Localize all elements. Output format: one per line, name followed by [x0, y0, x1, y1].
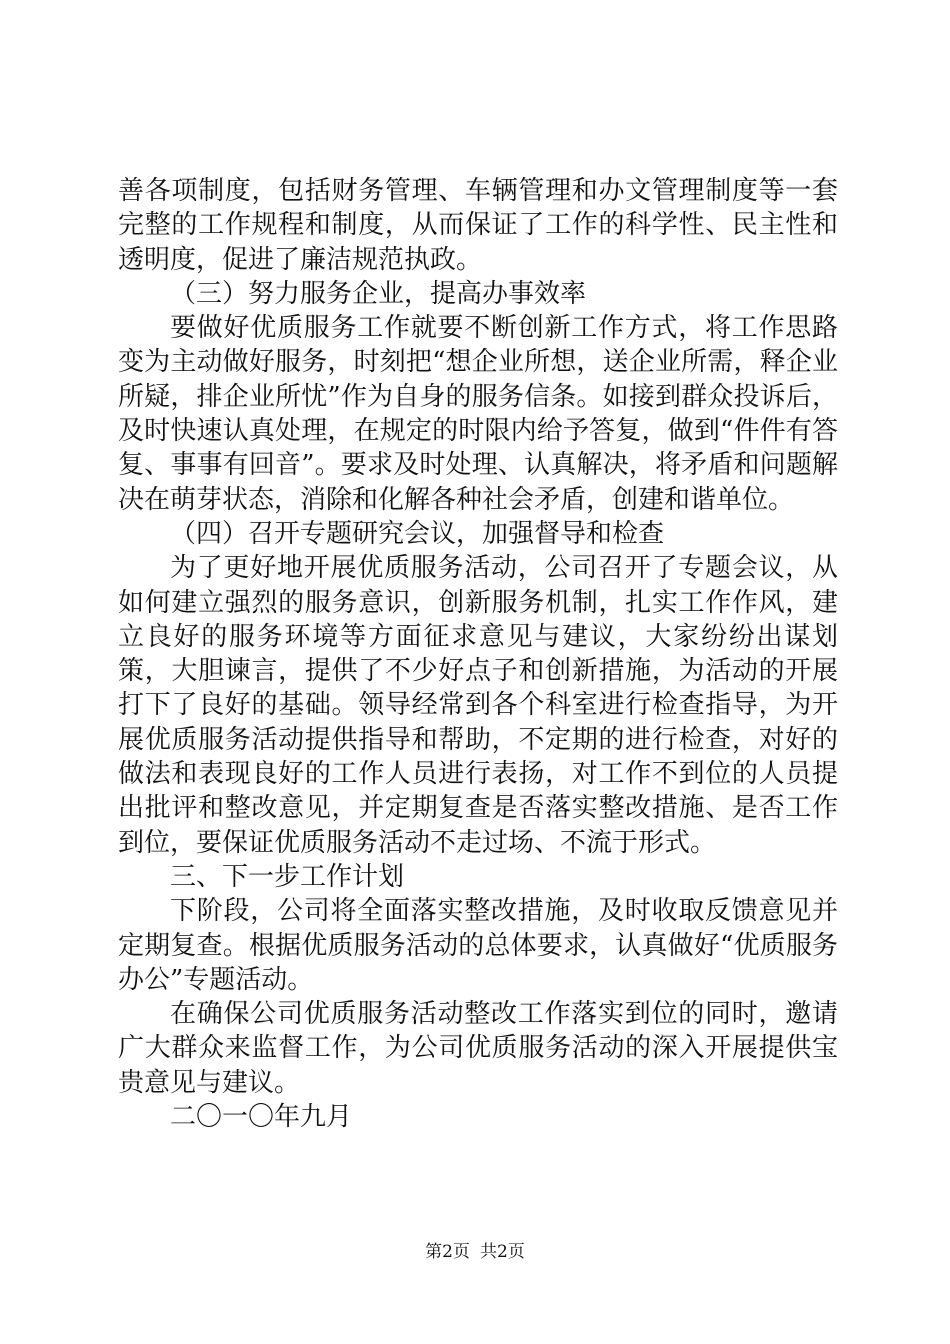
section-heading-3: （三）努力服务企业，提高办事效率	[170, 278, 587, 309]
paragraph-service: 要做好优质服务工作就要不断创新工作方式，将工作思路变为主动做好服务，时刻把“想企业所想，送企业所需，释企业所疑，排企业所忧”作为自身的服务信条。如接到群众投诉后，及时快速认真处理，在规定的时限内给予答复，做到“件件有答复、事事有回音”。要求及时处理、认真解决，将矛盾和问题解决在萌芽状态，消除和化解各种社会矛盾，创建和谐单位。	[118, 313, 838, 515]
section-heading-plan: 三、下一步工作计划	[170, 861, 405, 892]
section-heading-4: （四）召开专题研究会议，加强督导和检查	[170, 518, 665, 549]
paragraph-supervision: 在确保公司优质服务活动整改工作落实到位的同时，邀请广大群众来监督工作，为公司优质服务活动的深入开展提供宝贵意见与建议。	[118, 999, 838, 1098]
document-body	[118, 174, 838, 1134]
paragraph-next-stage: 下阶段，公司将全面落实整改措施，及时收取反馈意见并定期复查。根据优质服务活动的总体要求，认真做好“优质服务办公”专题活动。	[118, 896, 838, 995]
paragraph-continuation: 善各项制度，包括财务管理、车辆管理和办文管理制度等一套完整的工作规程和制度，从而保证了工作的科学性、民主性和透明度，促进了廉洁规范执政。	[118, 176, 838, 275]
document-date: 二〇一〇年九月	[170, 1102, 353, 1133]
page-number: 第2页	[425, 1242, 470, 1262]
page-total: 共2页	[480, 1242, 525, 1262]
page-footer	[0, 1240, 950, 1264]
paragraph-meeting: 为了更好地开展优质服务活动，公司召开了专题会议，从如何建立强烈的服务意识，创新服务机制，扎实工作作风，建立良好的服务环境等方面征求意见与建议，大家纷纷出谋划策，大胆谏言，提供了不少好点子和创新措施，为活动的开展打下了良好的基础。领导经常到各个科室进行检查指导，为开展优质服务活动提供指导和帮助，不定期的进行检查，对好的做法和表现良好的工作人员进行表扬，对工作不到位的人员提出批评和整改意见，并定期复查是否落实整改措施、是否工作到位，要保证优质服务活动不走过场、不流于形式。	[118, 553, 838, 858]
